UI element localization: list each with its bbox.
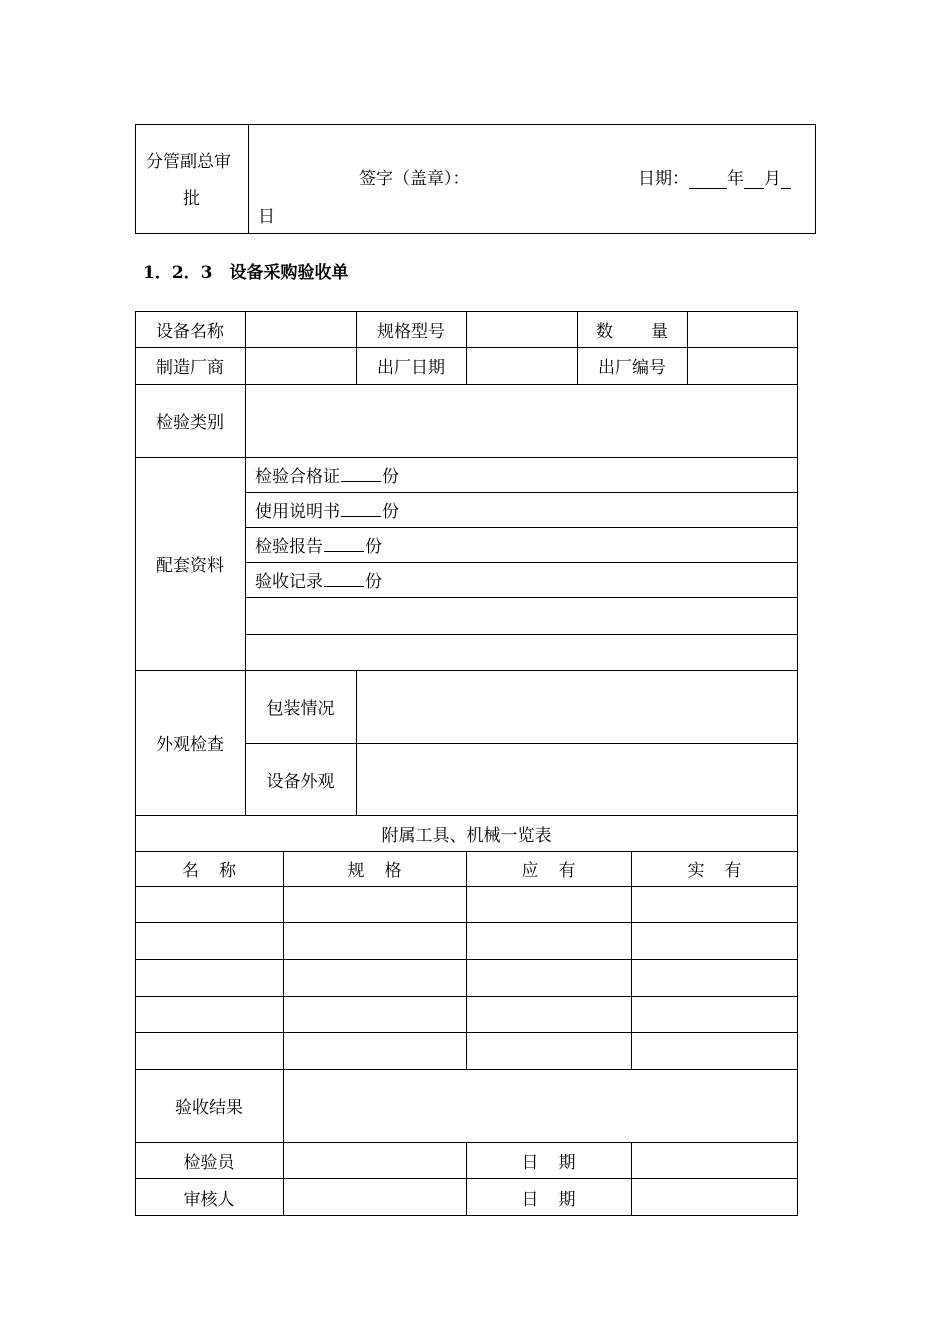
document-item — [255, 497, 399, 522]
result-label: 验收结果 — [175, 1098, 243, 1118]
packaging-label: 包装情况 — [266, 699, 335, 719]
document-unit: 份 — [382, 467, 399, 487]
approval-label-line1: 分管副总审 — [146, 152, 231, 172]
spec-model-label: 规格型号 — [377, 321, 445, 342]
col-line — [245, 311, 246, 384]
header-char: 名 — [182, 861, 199, 881]
document-name: 使用说明书 — [255, 502, 340, 522]
blank-line — [324, 535, 364, 552]
document-item — [255, 462, 399, 487]
approval-divider — [248, 124, 249, 234]
quantity-char-2: 量 — [651, 321, 668, 342]
blank-line — [324, 570, 364, 587]
document-unit: 份 — [382, 502, 399, 522]
blank-line — [341, 500, 381, 517]
appearance-label: 外观检查 — [156, 735, 224, 755]
header-char: 称 — [219, 861, 236, 881]
header-actual — [631, 851, 798, 886]
document-name: 检验报告 — [255, 537, 323, 557]
header-char: 应 — [521, 861, 539, 881]
document-name: 验收记录 — [255, 572, 323, 592]
col-line — [631, 1142, 632, 1216]
equipment-name-label: 设备名称 — [156, 321, 224, 342]
document-item — [255, 532, 382, 557]
manufacturer-label: 制造厂商 — [156, 358, 224, 378]
inspection-type-label: 检验类别 — [156, 413, 224, 433]
inspector-date-label — [466, 1142, 631, 1178]
date-char: 日 — [521, 1152, 539, 1173]
document-unit: 份 — [365, 572, 382, 592]
factory-number-label: 出厂编号 — [598, 358, 666, 378]
header-name — [135, 851, 283, 886]
day-label: 日 — [258, 207, 275, 227]
date-char: 日 — [521, 1189, 539, 1210]
documents-label: 配套资料 — [156, 556, 224, 576]
reviewer-label: 审核人 — [183, 1189, 235, 1210]
header-expected — [466, 851, 631, 886]
year-blank — [689, 170, 727, 189]
document-name: 检验合格证 — [255, 467, 340, 487]
row-line — [245, 597, 798, 598]
date-char: 期 — [558, 1152, 576, 1173]
header-char: 有 — [724, 861, 742, 881]
header-char: 规 — [347, 861, 365, 881]
month-label: 月 — [764, 169, 781, 189]
reviewer-date-label — [466, 1178, 631, 1216]
factory-date-label: 出厂日期 — [377, 358, 445, 378]
header-char: 格 — [384, 861, 402, 881]
date-label: 日期： — [638, 169, 689, 189]
signature-label: 签字（盖章）： — [359, 169, 470, 189]
row-line — [245, 492, 798, 493]
blank-line — [341, 465, 381, 482]
col-line — [356, 670, 357, 815]
row-line — [245, 634, 798, 635]
inspector-label: 检验员 — [183, 1152, 235, 1173]
approval-label-line2: 批 — [183, 189, 200, 209]
header-char: 有 — [558, 861, 576, 881]
row-line — [245, 527, 798, 528]
document-item — [255, 567, 382, 592]
col-line — [283, 851, 284, 1216]
equipment-look-label: 设备外观 — [266, 771, 335, 792]
date-char: 期 — [558, 1189, 576, 1210]
quantity-label — [577, 311, 687, 347]
document-unit: 份 — [365, 537, 382, 557]
month-blank — [744, 170, 764, 189]
row-line — [245, 562, 798, 563]
accessory-title: 附属工具、机械一览表 — [381, 825, 552, 846]
day-blank — [781, 170, 791, 189]
year-label: 年 — [727, 169, 744, 189]
header-spec — [283, 851, 466, 886]
col-line — [466, 311, 467, 384]
quantity-char-1: 数 — [596, 321, 613, 342]
col-line — [687, 311, 688, 384]
header-char: 实 — [687, 861, 705, 881]
section-title: 1．2．3 设备采购验收单 — [143, 263, 349, 283]
approval-date — [638, 164, 791, 189]
